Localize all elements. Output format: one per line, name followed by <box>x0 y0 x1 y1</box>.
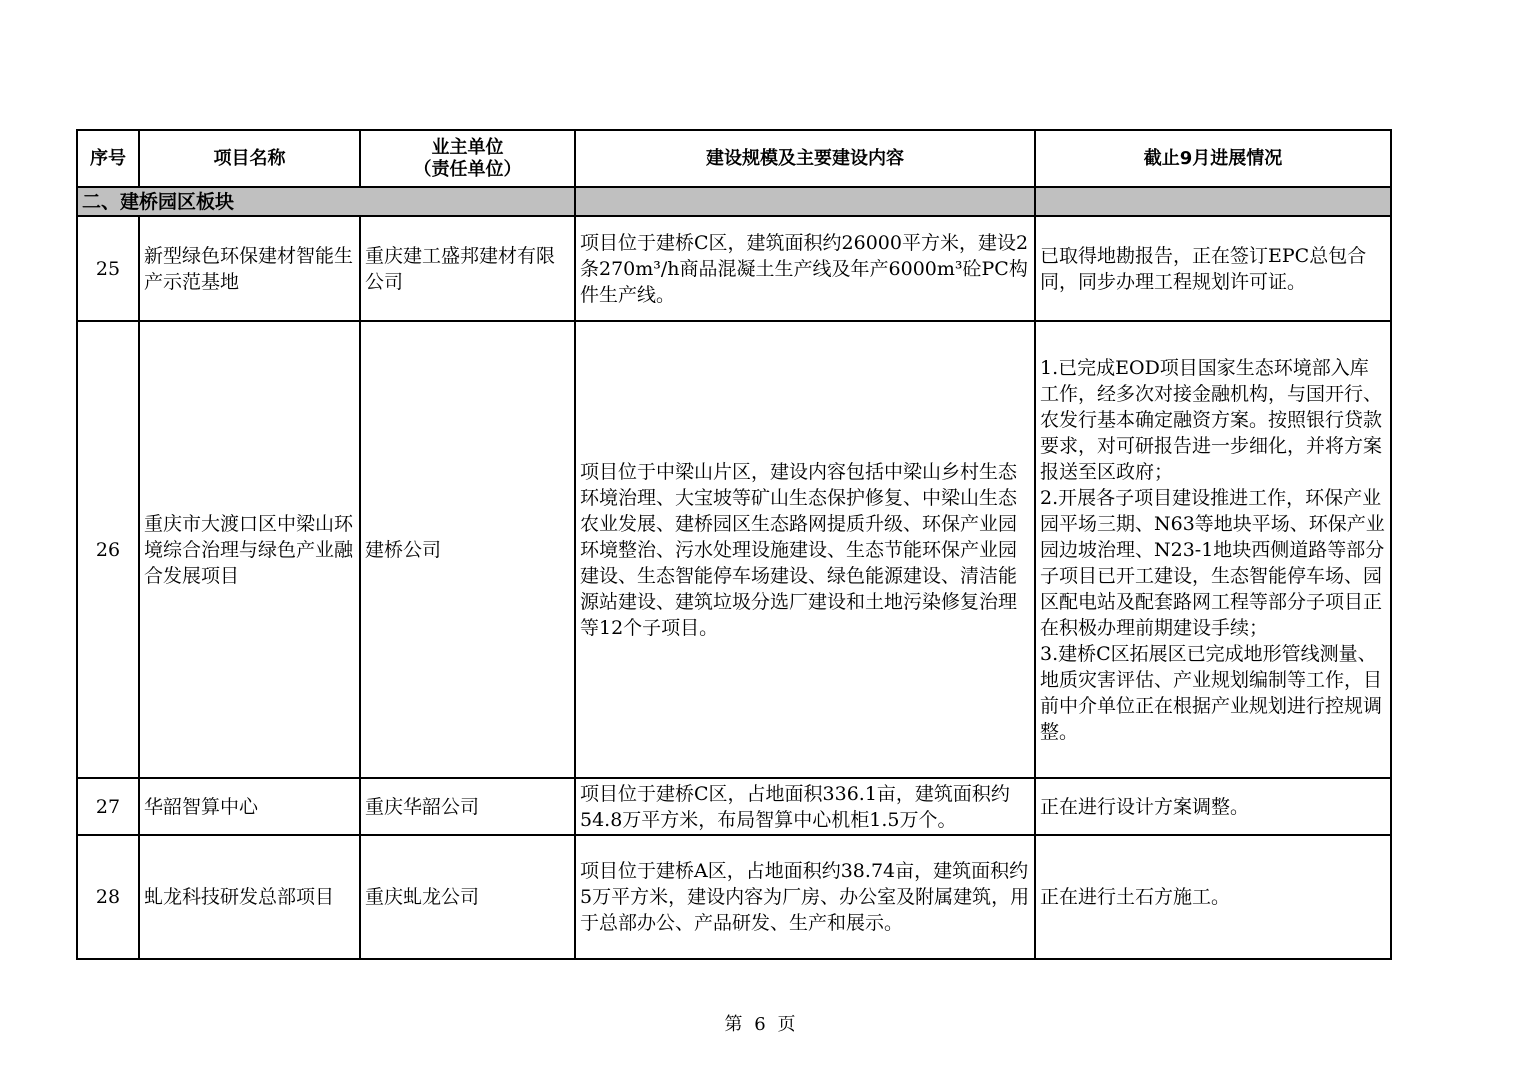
section-title: 二、建桥园区板块 <box>77 187 575 216</box>
header-owner-line2: （责任单位） <box>413 158 522 180</box>
table-row <box>77 835 1391 959</box>
section-row <box>77 187 1391 216</box>
table-row <box>77 216 1391 321</box>
row-progress: 正在进行土石方施工。 <box>1035 835 1391 959</box>
footer-prefix: 第 <box>724 1014 743 1035</box>
section-empty-cell <box>575 187 1035 216</box>
page-footer <box>0 1010 1520 1036</box>
row-name: 重庆市大渡口区中梁山环境综合治理与绿色产业融合发展项目 <box>139 321 360 778</box>
row-progress: 已取得地勘报告，正在签订EPC总包合同，同步办理工程规划许可证。 <box>1035 216 1391 321</box>
row-owner: 建桥公司 <box>360 321 575 778</box>
footer-suffix: 页 <box>777 1014 796 1035</box>
row-seq: 28 <box>77 835 139 959</box>
table-row <box>77 778 1391 835</box>
row-owner: 重庆华韶公司 <box>360 778 575 835</box>
row-owner: 重庆建工盛邦建材有限公司 <box>360 216 575 321</box>
header-owner-line1: 业主单位 <box>431 136 504 158</box>
header-owner <box>360 130 575 187</box>
project-table <box>76 129 1392 960</box>
row-name: 虬龙科技研发总部项目 <box>139 835 360 959</box>
row-seq: 25 <box>77 216 139 321</box>
row-scale: 项目位于建桥A区，占地面积约38.74亩，建筑面积约5万平方米，建设内容为厂房、办公室及附属建筑，用于总部办公、产品研发、生产和展示。 <box>575 835 1035 959</box>
row-progress <box>1035 321 1391 778</box>
header-name: 项目名称 <box>139 130 360 187</box>
row-seq: 26 <box>77 321 139 778</box>
table-header-row <box>77 130 1391 187</box>
section-empty-cell <box>1035 187 1391 216</box>
progress-item: 1.已完成EOD项目国家生态环境部入库工作，经多次对接金融机构，与国开行、农发行基本确定融资方案。按照银行贷款要求，对可研报告进一步细化，并将方案报送至区政府； <box>1040 356 1383 483</box>
row-name: 新型绿色环保建材智能生产示范基地 <box>139 216 360 321</box>
header-seq: 序号 <box>77 130 139 187</box>
row-scale: 项目位于建桥C区，占地面积336.1亩，建筑面积约54.8万平方米，布局智算中心机柜1.5万个。 <box>575 778 1035 835</box>
page-number: 6 <box>754 1014 766 1035</box>
table-row <box>77 321 1391 778</box>
header-progress: 截止9月进展情况 <box>1035 130 1391 187</box>
header-scale: 建设规模及主要建设内容 <box>575 130 1035 187</box>
row-seq: 27 <box>77 778 139 835</box>
row-progress: 正在进行设计方案调整。 <box>1035 778 1391 835</box>
progress-item: 2.开展各子项目建设推进工作，环保产业园平场三期、N63等地块平场、环保产业园边坡治理、N23-1地块西侧道路等部分子项目已开工建设，生态智能停车场、园区配电站及配套路网工程等部分子项目正在积极办理前期建设手续； <box>1040 486 1385 639</box>
row-scale: 项目位于建桥C区，建筑面积约26000平方米，建设2条270m³/h商品混凝土生产线及年产6000m³砼PC构件生产线。 <box>575 216 1035 321</box>
row-owner: 重庆虬龙公司 <box>360 835 575 959</box>
row-name: 华韶智算中心 <box>139 778 360 835</box>
progress-item: 3.建桥C区拓展区已完成地形管线测量、地质灾害评估、产业规划编制等工作，目前中介单位正在根据产业规划进行控规调整。 <box>1040 642 1383 743</box>
row-scale: 项目位于中梁山片区，建设内容包括中梁山乡村生态环境治理、大宝坡等矿山生态保护修复、中梁山生态农业发展、建桥园区生态路网提质升级、环保产业园环境整治、污水处理设施建设、生态节能环保产业园建设、生态智能停车场建设、绿色能源建设、清洁能源站建设、建筑垃圾分选厂建设和土地污染修复治理等12个子项目。 <box>575 321 1035 778</box>
